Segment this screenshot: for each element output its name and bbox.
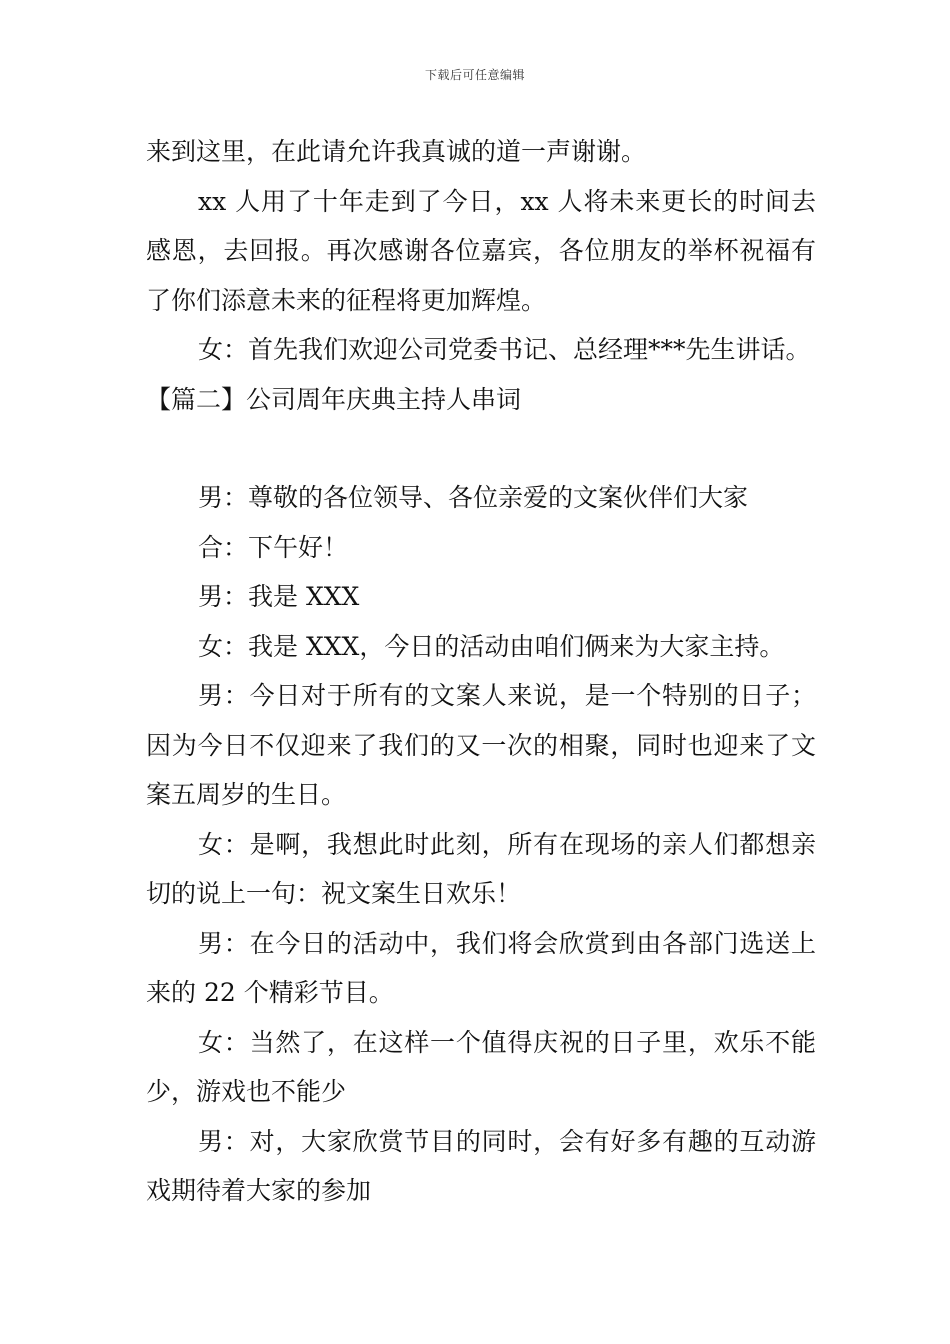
dialogue-line: 合：下午好！ bbox=[198, 532, 349, 562]
paragraph-thanks: 来到这里，在此请允许我真诚的道一声谢谢。 bbox=[146, 137, 647, 166]
document-body bbox=[146, 127, 816, 1216]
dialogue-line: 女：我是 XXX，今日的活动由咱们俩来为大家主持。 bbox=[198, 631, 785, 661]
paragraph-welcome-speech: 女：首先我们欢迎公司党委书记、总经理***先生讲话。 bbox=[198, 335, 811, 364]
dialogue-line: 女：当然了，在这样一个值得庆祝的日子里，欢乐不能少，游戏也不能少 bbox=[146, 1027, 816, 1106]
dialogue-line: 男：在今日的活动中，我们将会欣赏到由各部门选送上来的 22 个精彩节目。 bbox=[146, 928, 816, 1007]
dialogue-line: 女：是啊，我想此时此刻，所有在现场的亲人们都想亲切的说上一句：祝文案生日欢乐！ bbox=[146, 829, 816, 908]
blank-line bbox=[146, 424, 816, 473]
paragraph-ten-years: xx 人用了十年走到了今日，xx 人将未来更长的时间去感恩，去回报。再次感谢各位嘉宾，各位朋友的举杯祝福有了你们添意未来的征程将更加辉煌。 bbox=[146, 186, 816, 315]
page-header-note: 下载后可任意编辑 bbox=[424, 68, 525, 82]
dialogue-line: 男：今日对于所有的文案人来说，是一个特别的日子；因为今日不仅迎来了我们的又一次的相聚，同时也迎来了文案五周岁的生日。 bbox=[146, 681, 816, 809]
dialogue-line: 男：尊敬的各位领导、各位亲爱的文案伙伴们大家 bbox=[198, 483, 749, 512]
section-heading: 【篇二】公司周年庆典主持人串词 bbox=[146, 384, 522, 414]
dialogue-line: 男：对，大家欣赏节目的同时，会有好多有趣的互动游戏期待着大家的参加 bbox=[146, 1126, 816, 1205]
dialogue-line: 男：我是 XXX bbox=[198, 582, 360, 611]
